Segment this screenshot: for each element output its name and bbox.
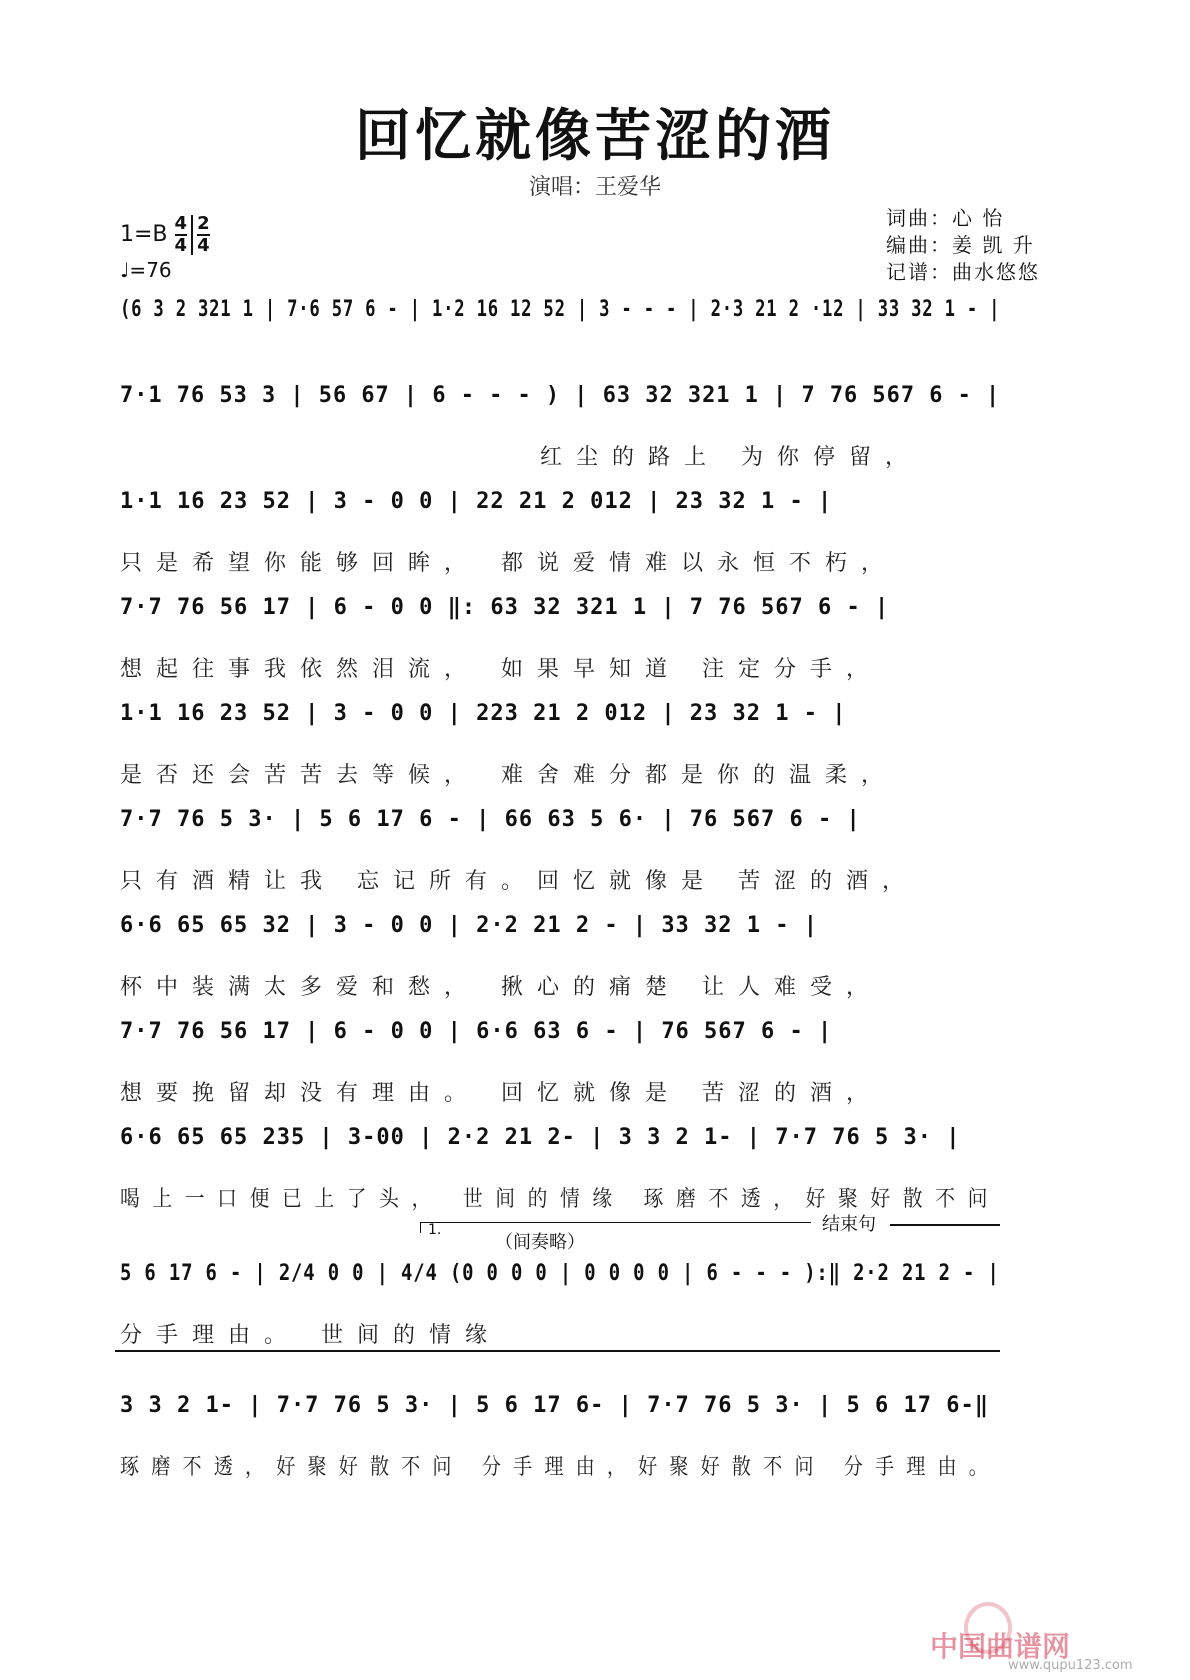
time-sig-top: 2 (197, 213, 210, 234)
notation: 6·6 65 65 235 | 3-00 | 2·2 21 2- | 3 3 2 1- | 7·7 76 5 3· | (120, 1125, 961, 1150)
time-sig-divider (191, 215, 193, 255)
credits-block (886, 205, 1040, 286)
notation: 5 6 17 6 - | 2/4 0 0 | 4/4 (0 0 0 0 | 0 0 0 0 | 6 - - - ):‖ 2·2 21 2 - | (120, 1261, 1000, 1286)
singer-credit: 演唱：王爱华 (528, 175, 661, 200)
transcriber-credit: 记谱：曲水悠悠 (886, 260, 1040, 284)
interlude-note: （间奏略） (495, 1232, 585, 1253)
lyrics: 红尘的路上 为你停留， (540, 445, 921, 470)
coda-bracket-line (115, 1350, 1000, 1352)
lyrics: 想起往事我依然泪流， 如果早知道 注定分手， (120, 657, 882, 682)
song-title: 回忆就像苦涩的酒 (355, 103, 835, 169)
notation: (6 3 2 321 1 | 7·6 57 6 - | 1·2 16 12 52 | 3 - - - | 2·3 21 2 ·12 | 33 32 1 - | (120, 297, 1001, 322)
tempo-marking: ♩=76 (120, 258, 172, 282)
watermark-site: 中国曲谱网 (930, 1630, 1071, 1663)
time-sig-bottom: 4 (197, 235, 210, 256)
lyrics: 只是希望你能够回眸， 都说爱情难以永恒不朽， (120, 551, 897, 576)
lyrics: 是否还会苦苦去等候， 难舍难分都是你的温柔， (120, 763, 897, 788)
notation: 7·7 76 56 17 | 6 - 0 0 ‖: 63 32 321 1 | 7 76 567 6 - | (120, 595, 890, 620)
ending-line (890, 1224, 1000, 1226)
ending-label: 结束句 (822, 1214, 876, 1235)
lyrics: 想要挽留却没有理由。 回忆就像是 苦涩的酒， (120, 1081, 882, 1106)
notation: 1·1 16 23 52 | 3 - 0 0 | 223 21 2 012 | 23 32 1 - | (120, 701, 847, 726)
lyrics: 只有酒精让我 忘记所有。回忆就像是 苦涩的酒， (120, 869, 918, 894)
first-ending-label: 1. (428, 1222, 442, 1238)
lyrics: 分手理由。 世间的情缘 (120, 1323, 501, 1348)
time-sig-top: 4 (174, 213, 188, 234)
watermark-url: www.qupu123.com (1008, 1658, 1133, 1673)
lyrics: 琢磨不透，好聚好散不问 分手理由，好聚好散不问 分手理由。 (120, 1455, 1000, 1480)
notation: 3 3 2 1- | 7·7 76 5 3· | 5 6 17 6- | 7·7 76 5 3· | 5 6 17 6-‖ (120, 1393, 989, 1418)
time-sig-bottom: 4 (174, 235, 188, 256)
notation: 7·7 76 56 17 | 6 - 0 0 | 6·6 63 6 - | 76 567 6 - | (120, 1019, 833, 1044)
lyrics-music-credit: 词曲：心 怡 (886, 206, 1005, 230)
key-signature (120, 214, 210, 256)
first-ending-bracket (420, 1222, 811, 1233)
lyrics: 杯中装满太多爱和愁， 揪心的痛楚 让人难受， (120, 975, 882, 1000)
time-signature-2-4 (197, 214, 210, 256)
arranger-credit: 编曲：姜 凯 升 (886, 233, 1035, 257)
key-label: 1=B (120, 222, 168, 247)
notation: 7·1 76 53 3 | 56 67 | 6 - - - ) | 63 32 321 1 | 7 76 567 6 - | (120, 383, 1001, 408)
notation: 7·7 76 5 3· | 5 6 17 6 - | 66 63 5 6· | 76 567 6 - | (120, 807, 861, 832)
notation: 6·6 65 65 32 | 3 - 0 0 | 2·2 21 2 - | 33 32 1 - | (120, 913, 819, 938)
time-signature-4-4 (175, 214, 188, 256)
lyrics: 喝上一口便已上了头， 世间的情缘 琢磨不透，好聚好散不问 (120, 1187, 1000, 1212)
notation: 1·1 16 23 52 | 3 - 0 0 | 22 21 2 012 | 23 32 1 - | (120, 489, 833, 514)
